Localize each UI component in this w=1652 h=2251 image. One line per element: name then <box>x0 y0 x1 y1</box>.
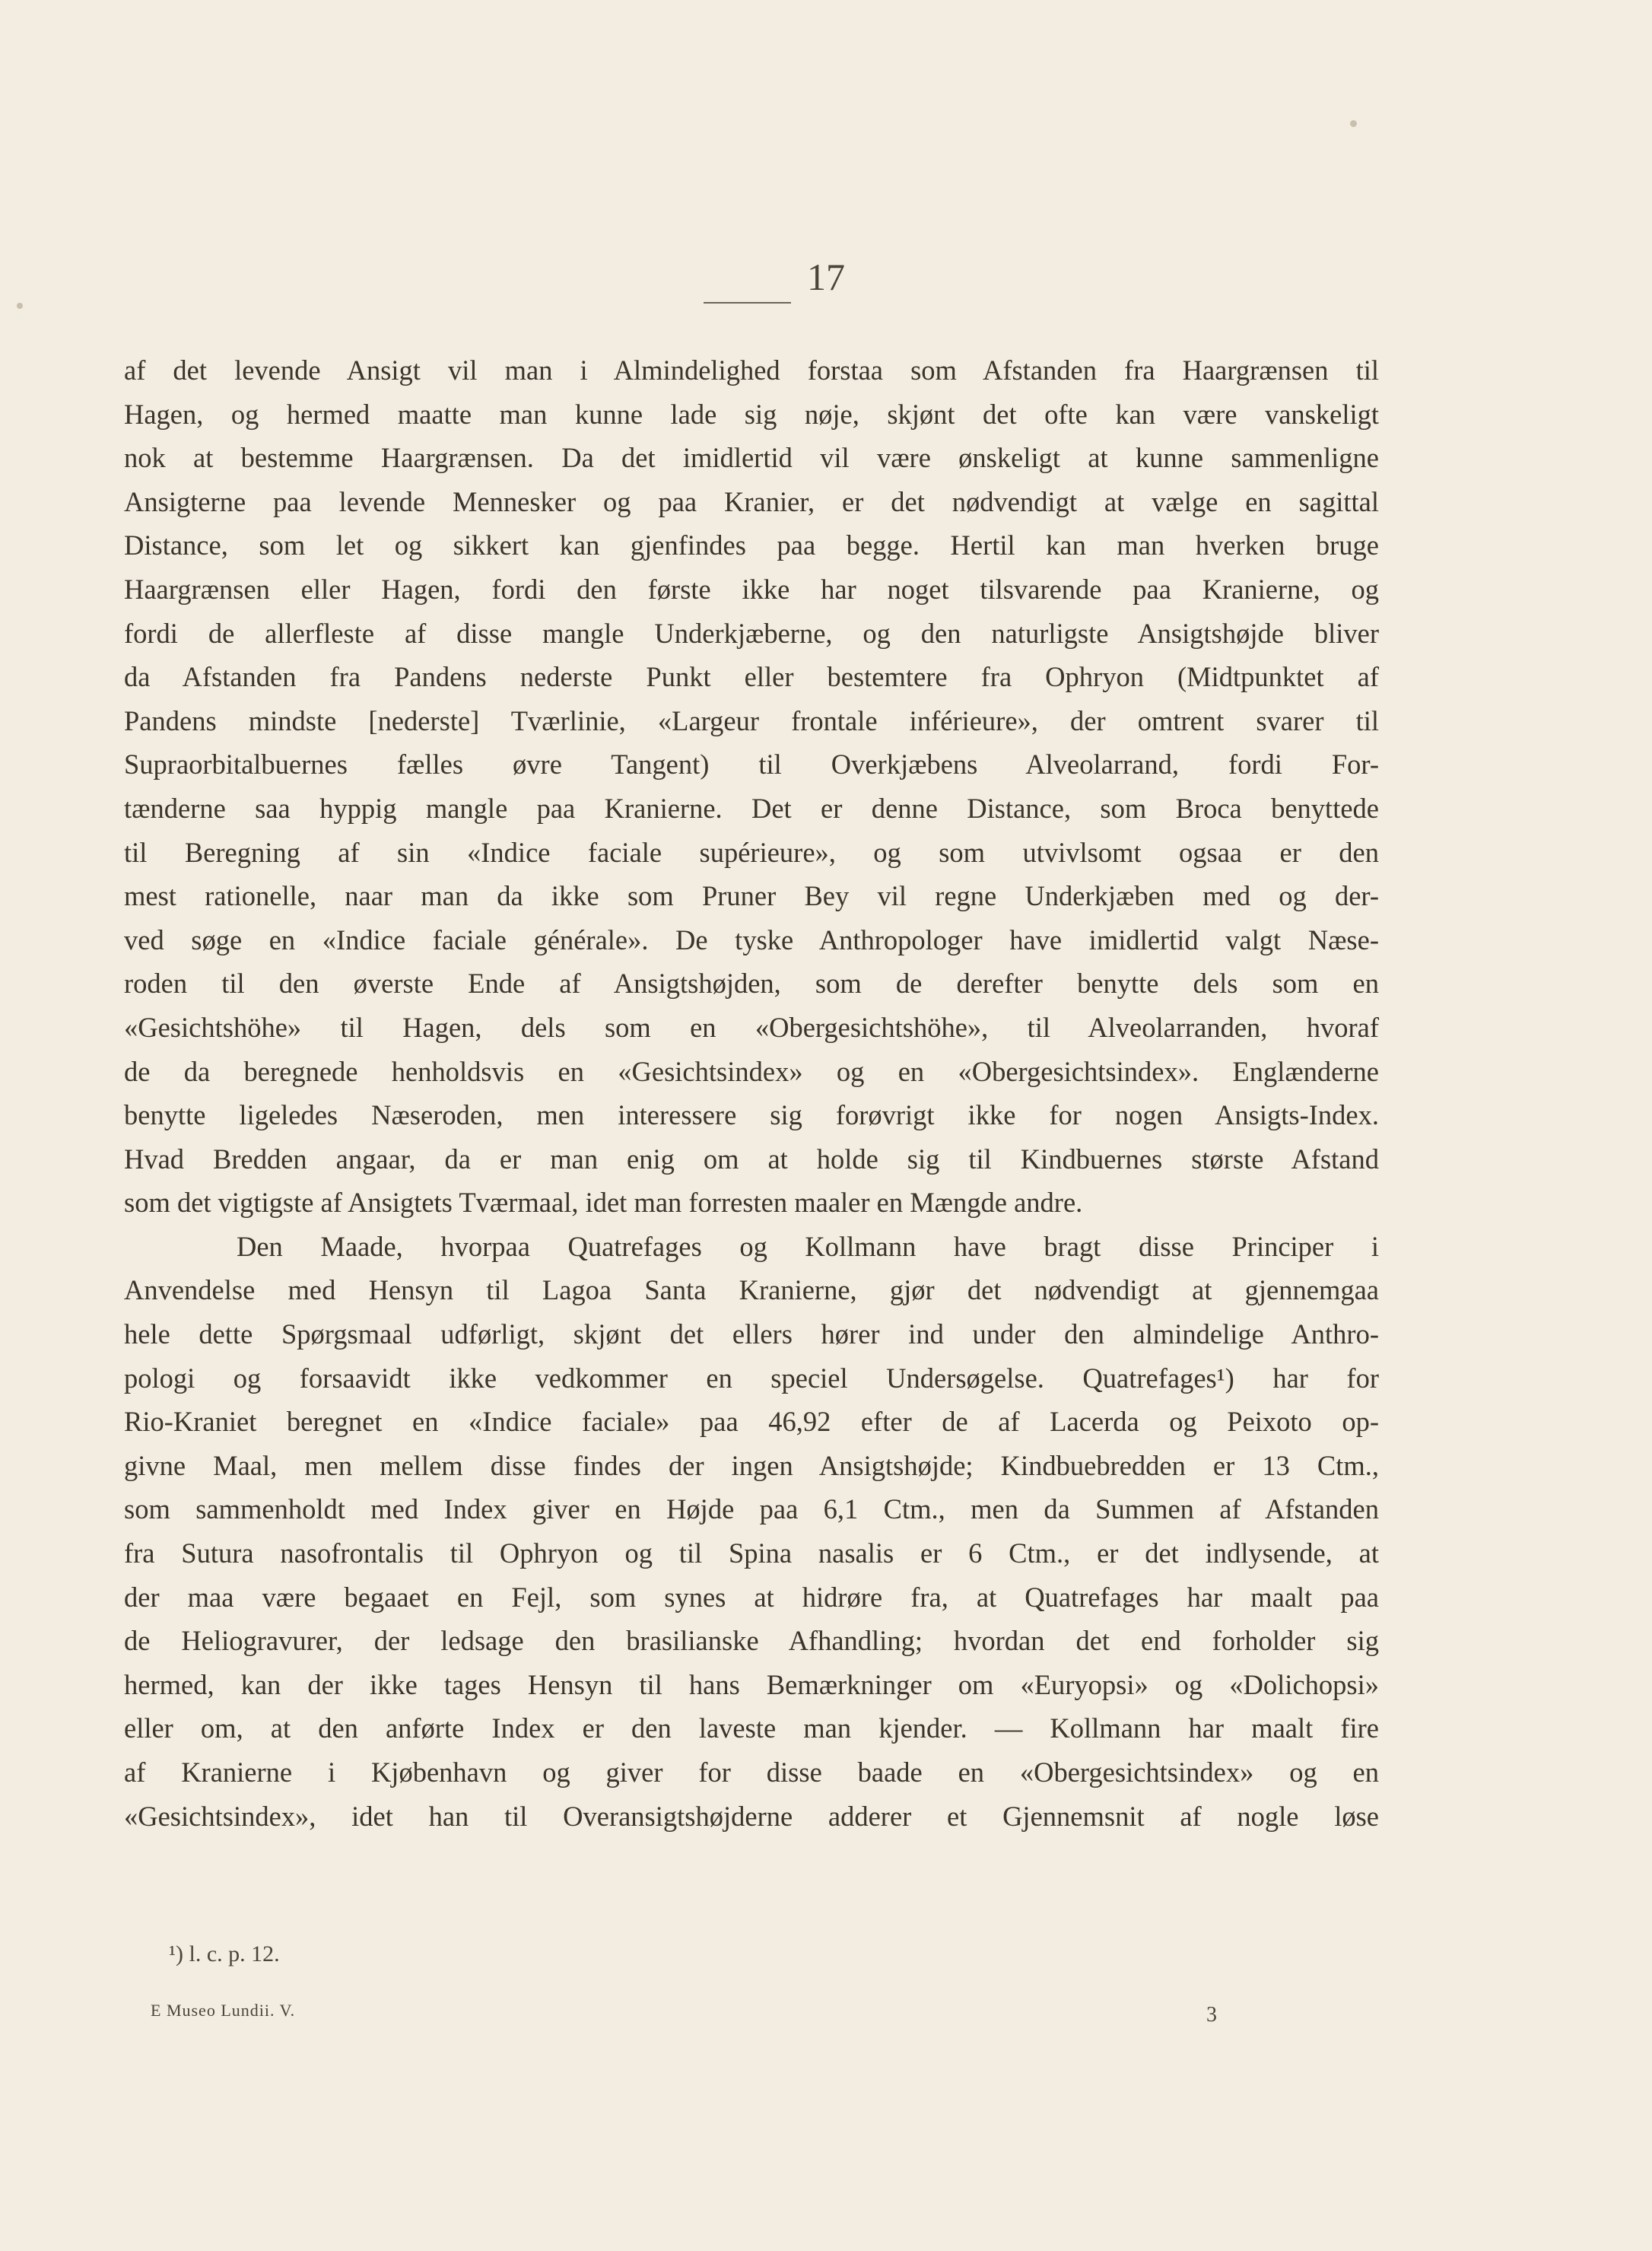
printer-signature: E Museo Lundii. V. <box>151 2001 296 2020</box>
text-line: ved søge en «Indice faciale générale». De tyske Anthropologer have imidlertid valgt Næse- <box>124 924 1379 955</box>
text-line: pologi og forsaavidt ikke vedkommer en speciel Undersøgelse. Quatrefages¹) har for <box>124 1362 1379 1394</box>
text-line: af Kranierne i Kjøbenhavn og giver for disse baade en «Obergesichtsindex» og en <box>124 1757 1379 1788</box>
text-line: Distance, som let og sikkert kan gjenfindes paa begge. Hertil kan man hverken bruge <box>124 529 1379 561</box>
paragraph-start-line: Den Maade, hvorpaa Quatrefages og Kollmann have bragt disse Principer i <box>237 1230 1379 1262</box>
text-line: Rio-Kraniet beregnet en «Indice faciale» paa 46,92 efter de af Lacerda og Peixoto op- <box>124 1406 1379 1438</box>
body-text <box>124 348 1379 1838</box>
text-line: til Beregning af sin «Indice faciale supérieure», og som utvivlsomt ogsaa er den <box>124 836 1379 868</box>
page-number: 17 <box>807 256 845 298</box>
text-line: roden til den øverste Ende af Ansigtshøjden, som de derefter benytte dels som en <box>124 968 1379 1000</box>
footnote-mark: ¹) <box>169 1941 183 1966</box>
text-line: fordi de allerfleste af disse mangle Underkjæberne, og den naturligste Ansigtshøjde bliver <box>124 617 1379 649</box>
footnote-text: l. c. p. 12. <box>189 1941 280 1966</box>
text-line: Hagen, og hermed maatte man kunne lade sig nøje, skjønt det ofte kan være vanskeligt <box>124 398 1379 430</box>
text-line: mest rationelle, naar man da ikke som Pruner Bey vil regne Underkjæben med og der- <box>124 880 1379 912</box>
page-number-underline <box>704 302 791 304</box>
text-line: «Gesichtsindex», idet han til Overansigtshøjderne adderer et Gjennemsnit af nogle løse <box>124 1800 1379 1832</box>
text-line: som det vigtigste af Ansigtets Tværmaal, idet man forresten maaler en Mængde andre. <box>124 1187 1083 1219</box>
text-line: eller om, at den anførte Index er den laveste man kjender. — Kollmann har maalt fire <box>124 1712 1379 1744</box>
text-line: de Heliogravurer, der ledsage den brasilianske Afhandling; hvordan det end forholder sig <box>124 1625 1379 1657</box>
text-line: da Afstanden fra Pandens nederste Punkt eller bestemtere fra Ophryon (Midtpunktet af <box>124 661 1379 693</box>
paper-speck <box>1350 120 1357 127</box>
text-line: de da beregnede henholdsvis en «Gesichtsindex» og en «Obergesichtsindex». Englænderne <box>124 1055 1379 1087</box>
text-line: Pandens mindste [nederste] Tværlinie, «Largeur frontale inférieure», der omtrent svarer til <box>124 704 1379 736</box>
text-line: Anvendelse med Hensyn til Lagoa Santa Kranierne, gjør det nødvendigt at gjennemgaa <box>124 1274 1379 1306</box>
text-line: af det levende Ansigt vil man i Almindelighed forstaa som Afstanden fra Haargrænsen til <box>124 355 1379 386</box>
text-line: nok at bestemme Haargrænsen. Da det imidlertid vil være ønskeligt at kunne sammenligne <box>124 442 1379 474</box>
text-line: «Gesichtshöhe» til Hagen, dels som en «Obergesichtshöhe», til Alveolarranden, hvoraf <box>124 1011 1379 1043</box>
text-line: der maa være begaaet en Fejl, som synes at hidrøre fra, at Quatrefages har maalt paa <box>124 1581 1379 1613</box>
text-line: Supraorbitalbuernes fælles øvre Tangent) til Overkjæbens Alveolarrand, fordi For- <box>124 749 1379 781</box>
text-line: hermed, kan der ikke tages Hensyn til hans Bemærkninger om «Euryopsi» og «Dolichopsi» <box>124 1668 1379 1700</box>
text-line: fra Sutura nasofrontalis til Ophryon og til Spina nasalis er 6 Ctm., er det indlysende, at <box>124 1537 1379 1569</box>
paper-speck <box>17 303 23 309</box>
text-line: Hvad Bredden angaar, da er man enig om at holde sig til Kindbuernes største Afstand <box>124 1143 1379 1175</box>
text-line: tænderne saa hyppig mangle paa Kranierne. Det er denne Distance, som Broca benyttede <box>124 792 1379 824</box>
text-line: hele dette Spørgsmaal udførligt, skjønt det ellers hører ind under den almindelige Anthro- <box>124 1318 1379 1350</box>
footnote <box>169 1941 280 1967</box>
text-line: benytte ligeledes Næseroden, men interessere sig forøvrigt ikke for nogen Ansigts-Index. <box>124 1099 1379 1131</box>
signature-number: 3 <box>1206 2003 1217 2027</box>
text-line: som sammenholdt med Index giver en Højde paa 6,1 Ctm., men da Summen af Afstanden <box>124 1493 1379 1525</box>
text-line: Ansigterne paa levende Mennesker og paa Kranier, er det nødvendigt at vælge en sagittal <box>124 485 1379 517</box>
text-line: givne Maal, men mellem disse findes der ingen Ansigtshøjde; Kindbuebredden er 13 Ctm., <box>124 1449 1379 1481</box>
text-line: Haargrænsen eller Hagen, fordi den første ikke har noget tilsvarende paa Kranierne, og <box>124 573 1379 605</box>
